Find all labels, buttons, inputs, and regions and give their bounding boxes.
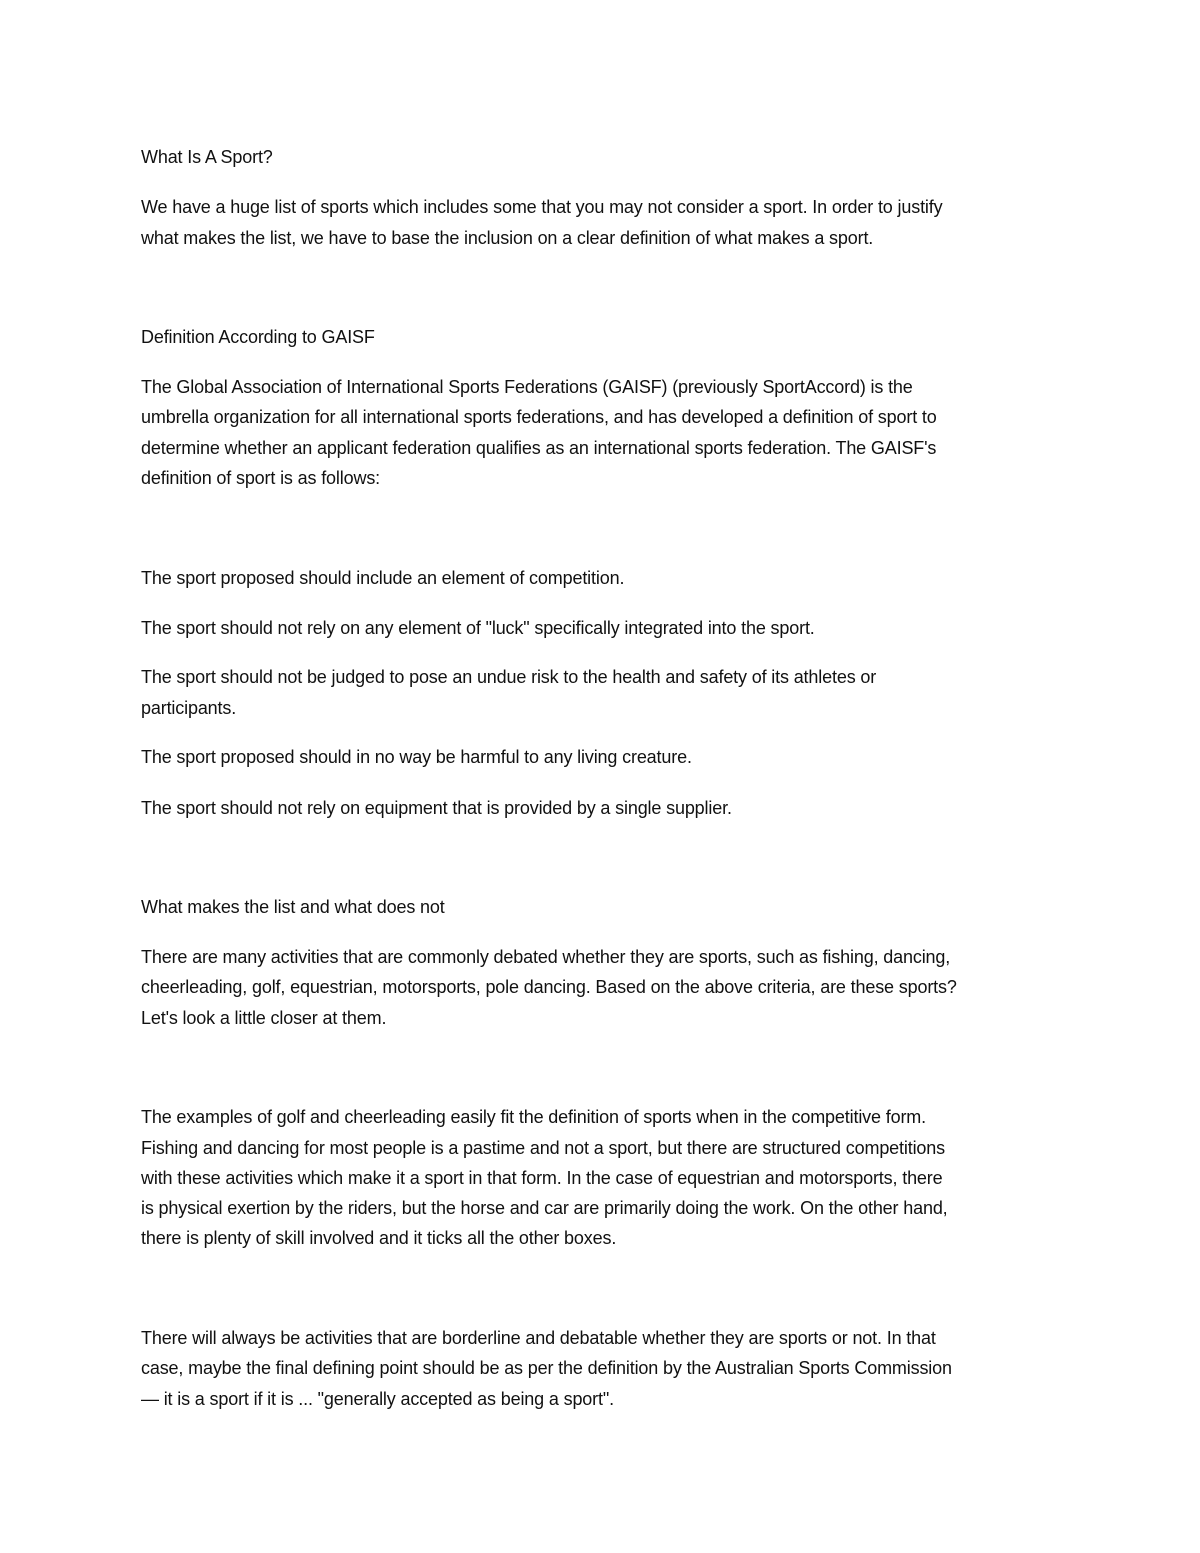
heading-definition-gaisf: Definition According to GAISF: [141, 327, 375, 347]
gaisf-line-4: definition of sport is as follows:: [141, 468, 381, 488]
debate-line-3: Let's look a little closer at them.: [141, 1008, 387, 1028]
conclusion-line-2: case, maybe the final defining point should be as per the definition by the Australian Sports Commission: [141, 1358, 952, 1378]
debate-line-2: cheerleading, golf, equestrian, motorsports, pole dancing. Based on the above criteria, are these sports?: [141, 977, 957, 997]
criterion-supplier: The sport should not rely on equipment that is provided by a single supplier.: [141, 798, 732, 818]
criterion-luck: The sport should not rely on any element of "luck" specifically integrated into the sport.: [141, 618, 815, 638]
intro-line-1: We have a huge list of sports which includes some that you may not consider a sport. In order to justify: [141, 197, 943, 217]
gaisf-line-2: umbrella organization for all international sports federations, and has developed a definition of sport to: [141, 407, 937, 427]
criterion-risk-line-2: participants.: [141, 698, 237, 718]
conclusion-line-3: — it is a sport if it is ... "generally accepted as being a sport".: [141, 1389, 614, 1409]
examples-line-4: is physical exertion by the riders, but the horse and car are primarily doing the work. On the other hand,: [141, 1198, 948, 1218]
examples-line-2: Fishing and dancing for most people is a pastime and not a sport, but there are structured competitions: [141, 1138, 946, 1158]
debate-line-1: There are many activities that are commonly debated whether they are sports, such as fishing, dancing,: [141, 947, 951, 967]
examples-line-3: with these activities which make it a sport in that form. In the case of equestrian and motorsports, there: [141, 1168, 943, 1188]
conclusion-line-1: There will always be activities that are borderline and debatable whether they are sports or not. In that: [141, 1328, 936, 1348]
gaisf-line-3: determine whether an applicant federation qualifies as an international sports federation. The GAISF's: [141, 438, 937, 458]
gaisf-line-1: The Global Association of International Sports Federations (GAISF) (previously SportAccord) is the: [141, 377, 913, 397]
criterion-harm: The sport proposed should in no way be harmful to any living creature.: [141, 747, 692, 767]
examples-line-5: there is plenty of skill involved and it ticks all the other boxes.: [141, 1228, 617, 1248]
examples-line-1: The examples of golf and cheerleading easily fit the definition of sports when in the competitive form.: [141, 1107, 926, 1127]
heading-what-is-a-sport: What Is A Sport?: [141, 147, 273, 167]
heading-what-makes-the-list: What makes the list and what does not: [141, 897, 445, 917]
criterion-risk-line-1: The sport should not be judged to pose an undue risk to the health and safety of its athletes or: [141, 667, 877, 687]
criterion-competition: The sport proposed should include an element of competition.: [141, 568, 625, 588]
intro-line-2: what makes the list, we have to base the inclusion on a clear definition of what makes a sport.: [141, 228, 874, 248]
